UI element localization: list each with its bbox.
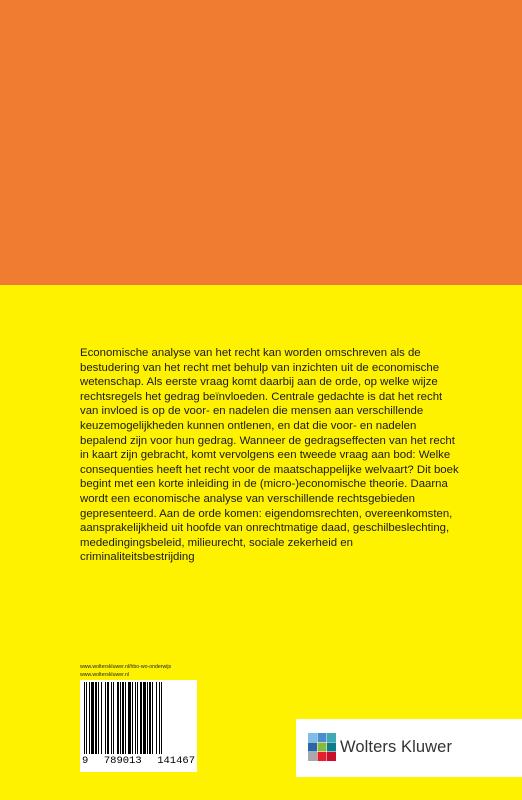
- barcode-bar: [135, 682, 136, 754]
- barcode-bar: [122, 682, 124, 754]
- barcode-bar: [98, 682, 99, 754]
- barcode-bar: [156, 682, 157, 754]
- barcode-bar: [149, 682, 151, 754]
- isbn-prefix: 9: [82, 755, 89, 767]
- barcode-bar: [152, 682, 153, 754]
- barcode-bar: [132, 682, 133, 754]
- barcode: [80, 680, 197, 772]
- barcode-bar: [143, 682, 146, 754]
- isbn-group-1: 789013: [103, 755, 142, 767]
- barcode-bar: [95, 682, 97, 754]
- publisher-logo: [296, 719, 522, 777]
- barcode-bar: [84, 682, 85, 754]
- url-main[interactable]: www.wolterskluwer.nl: [80, 672, 130, 678]
- url-education[interactable]: www.wolterskluwer.nl/hbo-wo-onderwijs: [80, 664, 172, 670]
- barcode-bar: [91, 682, 94, 754]
- barcode-bar: [159, 682, 160, 754]
- publisher-name: Wolters Kluwer: [340, 738, 453, 756]
- barcode-bar: [86, 682, 87, 754]
- isbn-group-2: 141467: [157, 755, 195, 767]
- barcode-bar: [161, 682, 162, 754]
- barcode-bar: [120, 682, 121, 754]
- barcode-bars: [84, 682, 193, 754]
- barcode-bar: [105, 682, 106, 754]
- back-cover-blurb: Economische analyse van het recht kan worden omschreven als de bestudering van het recht met behulp van inzichten uit de economische wetenschap. Als eerste vraag komt daarbij aan de orde, op welke wijze rechtsregels het gedrag beïnvloeden. Centrale gedachte is dat het recht van invloed is op de voor- en nadelen die mensen aan verschillende keuzemogelijkheden kunnen ontlenen, en dat die voor- en nadelen bepalend zijn voor hun gedrag. Wanneer de gedragseffecten van het recht in kaart zijn gebracht, komt vervolgens een tweede vraag aan bod: Welke consequenties heeft het recht voor de maatschappelijke welvaart? Dit boek begint met een korte inleiding in de (micro-)economische theorie. Daarna wordt een economische analyse van verschillende rechtsgebieden gepresenteerd. Aan de orde komen: eigendomsrechten, overeenkomsten, aansprakelijkheid uit hoofde van onrechtmatige daad, geschilbeslechting, mededingingsbeleid, milieurecht, sociale zekerheid en criminaliteitsbestrijding: [80, 347, 459, 564]
- wolters-kluwer-logo-icon: [308, 733, 336, 761]
- barcode-bar: [111, 682, 112, 754]
- barcode-bar: [117, 682, 119, 754]
- barcode-bar: [147, 682, 148, 754]
- publisher-urls: [80, 663, 171, 679]
- barcode-bar: [140, 682, 142, 754]
- barcode-bar: [128, 682, 131, 754]
- barcode-bar: [101, 682, 102, 754]
- barcode-bar: [89, 682, 90, 754]
- barcode-bar: [125, 682, 126, 754]
- isbn-number: [82, 755, 195, 767]
- cover-top-band: [0, 0, 522, 285]
- barcode-bar: [113, 682, 114, 754]
- barcode-bar: [137, 682, 138, 754]
- barcode-bar: [107, 682, 109, 754]
